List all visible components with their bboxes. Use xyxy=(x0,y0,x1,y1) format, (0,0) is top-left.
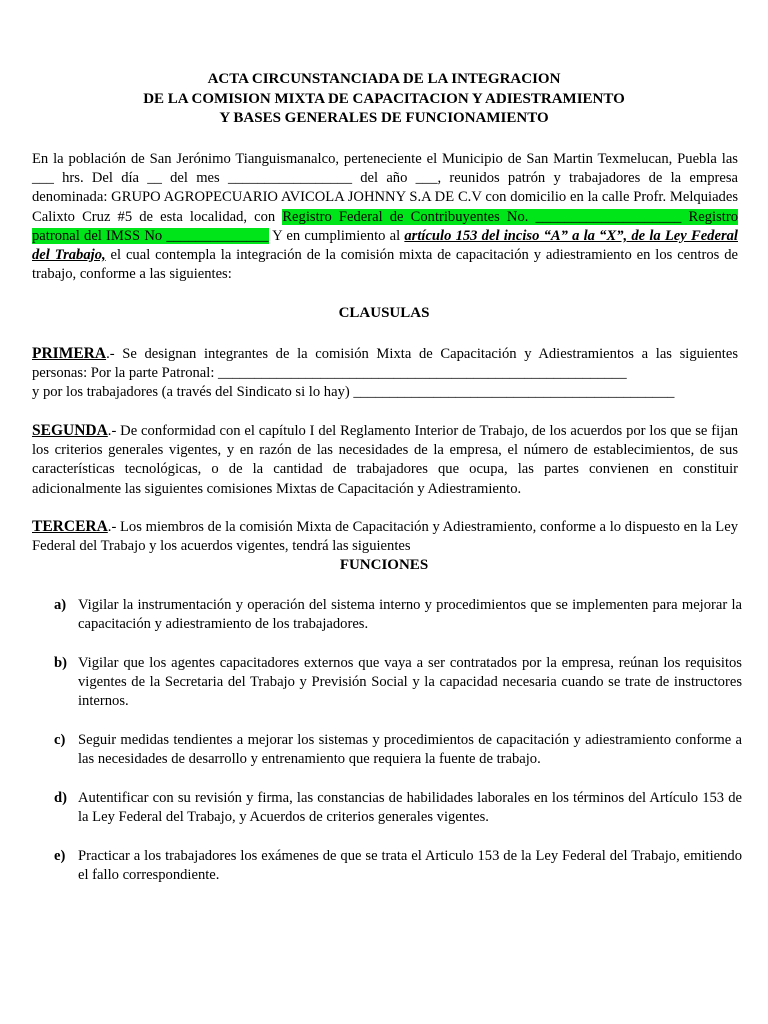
clausulas-heading: CLAUSULAS xyxy=(338,305,430,321)
segunda-label: SEGUNDA xyxy=(32,422,108,439)
articulo-reference: artículo 153 del inciso “A” a la “X”, de la Ley Federal del Trabajo, xyxy=(32,227,738,264)
funcion-text: Seguir medidas tendientes a mejorar los sistemas y procedimientos de capacitación y adiestramiento conforme a las necesidades de desarrollo y entrenamiento que requiera la fuente de trabajo. xyxy=(78,732,742,768)
funciones-heading: FUNCIONES xyxy=(339,557,429,573)
funcion-letter: c) xyxy=(54,732,66,748)
intro-paragraph xyxy=(32,150,738,284)
funcion-letter: e) xyxy=(54,848,66,864)
primera-text-2: y por los trabajadores (a través del Sindicato si lo hay) ____________________________________________ xyxy=(32,384,675,401)
title-line-3: Y BASES GENERALES DE FUNCIONAMIENTO xyxy=(219,110,549,126)
funcion-text: Practicar a los trabajadores los exámenes de que se trata el Articulo 153 de la Ley Federal del Trabajo, emitiendo el fallo correspondiente. xyxy=(78,848,742,884)
tercera-label: TERCERA xyxy=(32,518,108,535)
intro-text-3: el cual contempla la integración de la comisión mixta de capacitación y adiestramiento en los centros de trabajo, conforme a las siguientes: xyxy=(32,247,738,283)
title-line-1: ACTA CIRCUNSTANCIADA DE LA INTEGRACION xyxy=(207,71,561,87)
intro-text-1: En la población de San Jerónimo Tianguismanalco, perteneciente el Municipio de San Martin Texmelucan, Puebla las ___ hrs. Del día __ del mes _________________ del año ___, reunidos patrón y trabajadores de la empresa denominada: GRUPO AGROPECUARIO AVICOLA JOHNNY S.A DE C.V con domicilio en la calle Profr. Melquiades Calixto Cruz #5 de esta localidad, con xyxy=(32,151,738,225)
registro-highlight: Registro Federal de Contribuyentes No. ____________________ Registro patronal del IMSS No ______________ xyxy=(32,208,738,244)
intro-text-2: Y en cumplimiento al xyxy=(268,227,405,244)
tercera-text: .- Los miembros de la comisión Mixta de Capacitación y Adiestramiento, conforme a lo dispuesto en la Ley Federal del Trabajo y los acuerdos vigentes, tendrá las siguientes xyxy=(32,519,738,555)
funcion-letter: b) xyxy=(54,655,67,671)
clause-primera xyxy=(32,344,738,403)
funcion-text: Autentificar con su revisión y firma, las constancias de habilidades laborales en los términos del Artículo 153 de la Ley Federal del Trabajo, y Acuerdos de criterios generales vigentes. xyxy=(78,790,742,826)
funcion-letter: a) xyxy=(54,597,67,613)
clause-tercera xyxy=(32,517,738,556)
clause-segunda xyxy=(32,421,738,499)
funcion-text: Vigilar que los agentes capacitadores externos que vaya a ser contratados por la empresa, reúnan los requisitos vigentes de la Secretaria del Trabajo y Previsión Social y la capacidad necesaria cuando se trate de instructores internos. xyxy=(78,655,742,710)
primera-label: PRIMERA xyxy=(32,345,107,362)
segunda-text: .- De conformidad con el capítulo I del Reglamento Interior de Trabajo, de los acuerdos por los que se fijan los criterios generales vigentes, y en razón de las necesidades de la empresa, el número de establecimientos, de sus características tecnológicas, o de la cantidad de trabajadores que ocupa, las partes convienen en constituir adicionalmente las siguientes comisiones Mixtas de Capacitación y Adiestramiento. xyxy=(32,423,738,497)
funcion-text: Vigilar la instrumentación y operación del sistema interno y procedimientos que se implementen para mejorar la capacitación y adiestramiento de los trabajadores. xyxy=(78,597,742,633)
title-line-2: DE LA COMISION MIXTA DE CAPACITACION Y ADIESTRAMIENTO xyxy=(143,90,625,107)
primera-text-1: .- Se designan integrantes de la comisión Mixta de Capacitación y Adiestramientos a las siguientes personas: Por la parte Patronal: ________________________________________________________ xyxy=(32,346,738,382)
funcion-letter: d) xyxy=(54,790,67,806)
document-title xyxy=(0,70,768,129)
